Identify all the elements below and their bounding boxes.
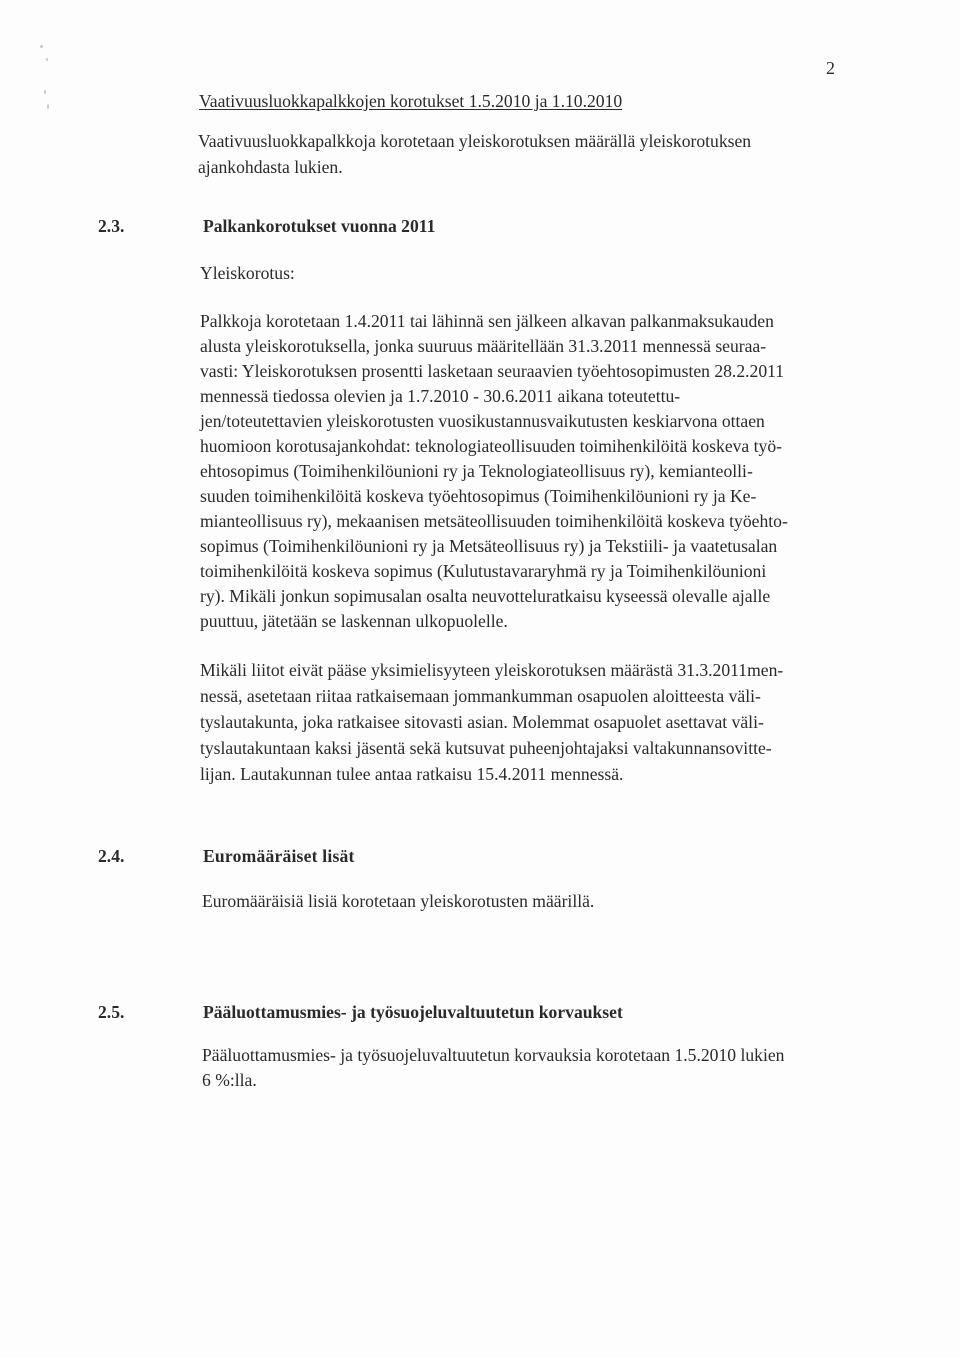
paragraph-line: 6 %:lla. bbox=[202, 1070, 257, 1090]
scan-speck bbox=[47, 104, 49, 109]
paragraph-line: mennessä tiedossa olevien ja 1.7.2010 - 30.6.2011 aikana toteutettu- bbox=[200, 386, 681, 406]
paragraph-line: ry). Mikäli jonkun sopimusalan osalta neuvotteluratkaisu kyseessä olevalle ajalle bbox=[200, 586, 771, 606]
subheading: Yleiskorotus: bbox=[200, 263, 295, 283]
scan-speck bbox=[46, 58, 48, 61]
intro-line: ajankohdasta lukien. bbox=[198, 157, 343, 177]
paragraph-line: huomioon korotusajankohdat: teknologiateollisuuden toimihenkilöitä koskeva työ- bbox=[200, 436, 782, 456]
paragraph-line: Mikäli liitot eivät pääse yksimielisyyteen yleiskorotuksen määrästä 31.3.2011men- bbox=[200, 660, 784, 680]
section-number: 2.5. bbox=[98, 1002, 125, 1022]
section-number: 2.4. bbox=[98, 846, 125, 866]
scan-speck bbox=[44, 90, 46, 94]
paragraph-line: suuden toimihenkilöitä koskeva työehtosopimus (Toimihenkilöunioni ry ja Ke- bbox=[200, 486, 757, 506]
section-number: 2.3. bbox=[98, 216, 125, 236]
paragraph-line: nessä, asetetaan riitaa ratkaisemaan jommankumman osapuolen aloitteesta väli- bbox=[200, 686, 761, 706]
paragraph-line: lijan. Lautakunnan tulee antaa ratkaisu 15.4.2011 mennessä. bbox=[200, 764, 624, 784]
paragraph-line: jen/toteutettavien yleiskorotusten vuosikustannusvaikutusten keskiarvona ottaen bbox=[200, 411, 765, 431]
section-heading: Pääluottamusmies- ja työsuojeluvaltuutetun korvaukset bbox=[203, 1002, 623, 1022]
intro-title: Vaativuusluokkapalkkojen korotukset 1.5.2010 ja 1.10.2010 bbox=[199, 91, 623, 111]
intro-line: Vaativuusluokkapalkkoja korotetaan yleiskorotuksen määrällä yleiskorotuksen bbox=[198, 131, 752, 151]
paragraph-line: vasti: Yleiskorotuksen prosentti lasketaan seuraavien työehtosopimusten 28.2.2011 bbox=[200, 361, 785, 381]
paragraph-line: ehtosopimus (Toimihenkilöunioni ry ja Teknologiateollisuus ry), kemianteolli- bbox=[200, 461, 753, 481]
paragraph-line: Pääluottamusmies- ja työsuojeluvaltuutetun korvauksia korotetaan 1.5.2010 lukien bbox=[202, 1045, 785, 1065]
paragraph-line: tyslautakuntaan kaksi jäsentä sekä kutsuvat puheenjohtajaksi valtakunnansovitte- bbox=[200, 738, 772, 758]
paragraph-line: Palkkoja korotetaan 1.4.2011 tai lähinnä sen jälkeen alkavan palkanmaksukauden bbox=[200, 311, 774, 331]
paragraph-line: puuttuu, jätetään se laskennan ulkopuolelle. bbox=[200, 611, 508, 631]
paragraph-line: alusta yleiskorotuksella, jonka suuruus määritellään 31.3.2011 mennessä seuraa- bbox=[200, 336, 767, 356]
paragraph-line: tyslautakunta, joka ratkaisee sitovasti asian. Molemmat osapuolet asettavat väli- bbox=[200, 712, 764, 732]
section-heading: Palkankorotukset vuonna 2011 bbox=[203, 216, 436, 236]
page-number: 2 bbox=[826, 58, 835, 78]
paragraph-line: mianteollisuus ry), mekaanisen metsäteollisuuden toimihenkilöitä koskeva työehto- bbox=[200, 511, 788, 531]
paragraph-line: Euromääräisiä lisiä korotetaan yleiskorotusten määrillä. bbox=[202, 891, 595, 911]
section-heading: Euromääräiset lisät bbox=[203, 846, 355, 866]
paragraph-line: sopimus (Toimihenkilöunioni ry ja Metsäteollisuus ry) ja Tekstiili- ja vaatetusalan bbox=[200, 536, 778, 556]
scan-speck bbox=[40, 45, 43, 48]
paragraph-line: toimihenkilöitä koskeva sopimus (Kulutustavararyhmä ry ja Toimihenkilöunioni bbox=[200, 561, 767, 581]
